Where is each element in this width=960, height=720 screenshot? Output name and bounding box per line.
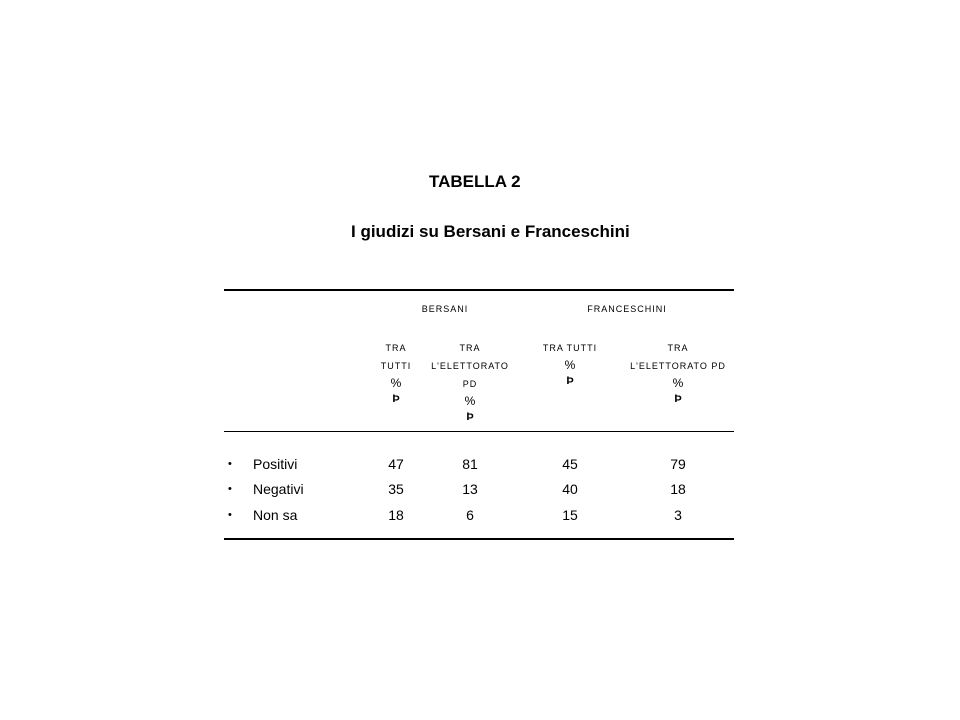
column-header-line: TRA	[667, 343, 689, 353]
symbol-glyph-icon: Þ	[466, 411, 474, 423]
percent-label: %	[464, 394, 476, 408]
symbol-glyph-icon: Þ	[566, 375, 574, 387]
table-cell: 18	[388, 507, 404, 523]
symbol-glyph-icon: Þ	[674, 393, 682, 405]
table-cell: 3	[674, 507, 682, 523]
column-header-bersani-tra-tutti	[381, 339, 412, 407]
table-cell: 45	[562, 456, 578, 472]
table-row-negativi	[224, 477, 734, 501]
column-header-line: TRA	[385, 343, 407, 353]
percent-label: %	[672, 376, 684, 390]
bullet-icon: •	[228, 483, 232, 495]
group-header-bersani: BERSANI	[421, 304, 469, 314]
table-cell: 79	[670, 456, 686, 472]
row-label: Non sa	[253, 507, 298, 523]
column-header-bersani-tra-elettorato-pd	[431, 339, 509, 425]
column-header-line: TRA	[459, 343, 481, 353]
column-header-franceschini-tra-tutti	[543, 339, 597, 389]
table-cell: 81	[462, 456, 478, 472]
column-header-line: L'ELETTORATO	[431, 361, 509, 371]
column-header-line: PD	[462, 379, 478, 389]
top-rule	[224, 289, 734, 291]
group-header-franceschini: FRANCESCHINI	[587, 304, 667, 314]
header-separator-rule	[224, 431, 734, 432]
row-label: Negativi	[253, 481, 304, 497]
bottom-rule	[224, 538, 734, 540]
table-cell: 15	[562, 507, 578, 523]
table-cell: 35	[388, 481, 404, 497]
table-cell: 13	[462, 481, 478, 497]
column-header-line: L'ELETTORATO PD	[630, 361, 726, 371]
column-header-line: TUTTI	[380, 361, 412, 371]
symbol-glyph-icon: Þ	[392, 393, 400, 405]
percent-label: %	[390, 376, 402, 390]
table-title: TABELLA 2	[429, 172, 521, 191]
percent-label: %	[564, 358, 576, 372]
bullet-icon: •	[228, 458, 232, 470]
table-cell: 40	[562, 481, 578, 497]
row-label: Positivi	[253, 456, 298, 472]
bullet-icon: •	[228, 509, 232, 521]
table-row-non-sa	[224, 503, 734, 527]
table-cell: 18	[670, 481, 686, 497]
table-cell: 47	[388, 456, 404, 472]
table-cell: 6	[466, 507, 474, 523]
column-header-line: TRA TUTTI	[542, 343, 598, 353]
table-row-positivi	[224, 452, 734, 476]
column-header-franceschini-tra-elettorato-pd	[630, 339, 726, 407]
table-subtitle: I giudizi su Bersani e Franceschini	[351, 222, 630, 241]
